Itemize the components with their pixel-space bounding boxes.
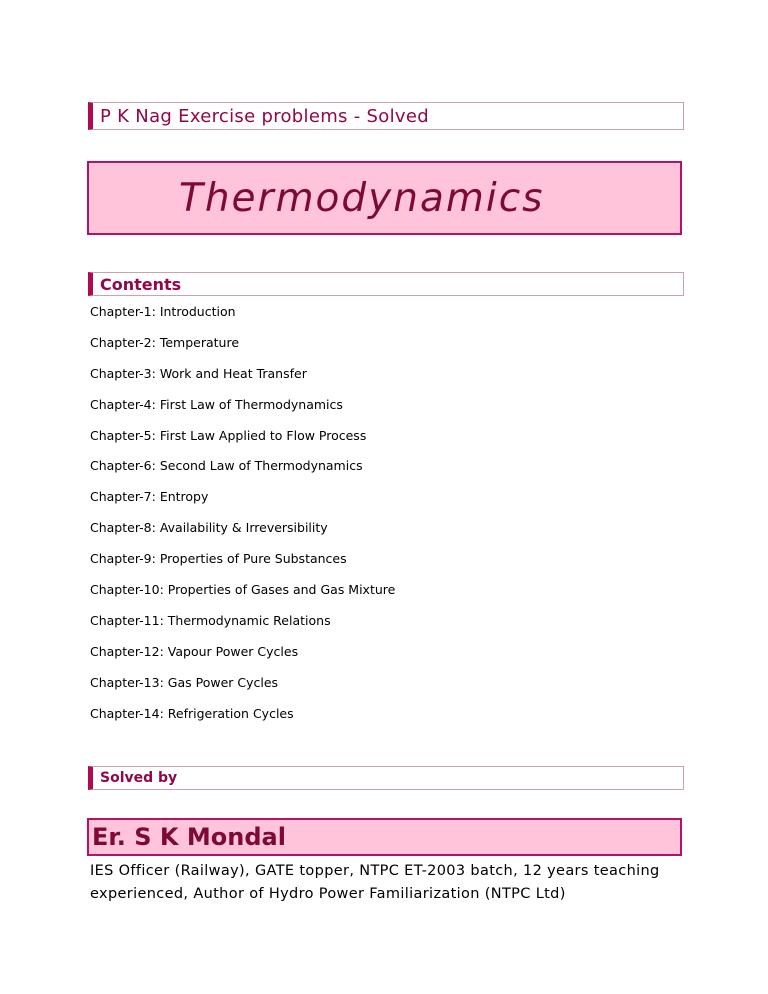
chapter-item: Chapter-14: Refrigeration Cycles bbox=[90, 705, 294, 721]
document-title: Thermodynamics bbox=[179, 176, 545, 221]
chapter-item: Chapter-11: Thermodynamic Relations bbox=[90, 612, 331, 628]
document-header-label: P K Nag Exercise problems - Solved bbox=[100, 106, 429, 127]
chapter-item: Chapter-3: Work and Heat Transfer bbox=[90, 365, 307, 381]
chapter-item: Chapter-2: Temperature bbox=[90, 334, 240, 350]
chapter-item: Chapter-6: Second Law of Thermodynamics bbox=[90, 458, 363, 474]
chapter-item: Chapter-1: Introduction bbox=[90, 304, 236, 319]
document-header-bar bbox=[88, 102, 684, 130]
solved-by-section-header bbox=[88, 766, 684, 790]
chapter-item: Chapter-10: Properties of Gases and Gas Mixture bbox=[90, 582, 396, 598]
author-description: IES Officer (Railway), GATE topper, NTPC ET-2003 batch, 12 years teaching experienced, Author of Hydro Power Familiarization (NTPC Ltd) bbox=[90, 863, 660, 902]
chapter-item: Chapter-9: Properties of Pure Substances bbox=[90, 551, 347, 567]
chapter-item: Chapter-12: Vapour Power Cycles bbox=[90, 643, 299, 659]
solved-by-heading: Solved by bbox=[100, 770, 178, 786]
author-name: Er. S K Mondal bbox=[92, 823, 286, 851]
chapter-item: Chapter-4: First Law of Thermodynamics bbox=[90, 396, 343, 412]
chapter-item: Chapter-8: Availability & Irreversibility bbox=[90, 520, 328, 536]
contents-heading: Contents bbox=[100, 275, 182, 294]
chapter-item: Chapter-5: First Law Applied to Flow Process bbox=[90, 427, 367, 443]
chapter-item: Chapter-7: Entropy bbox=[90, 489, 209, 505]
chapter-item: Chapter-13: Gas Power Cycles bbox=[90, 674, 279, 690]
title-box bbox=[87, 161, 682, 235]
chapter-list bbox=[90, 302, 395, 734]
contents-section-header bbox=[88, 272, 684, 296]
author-name-box bbox=[87, 818, 682, 856]
